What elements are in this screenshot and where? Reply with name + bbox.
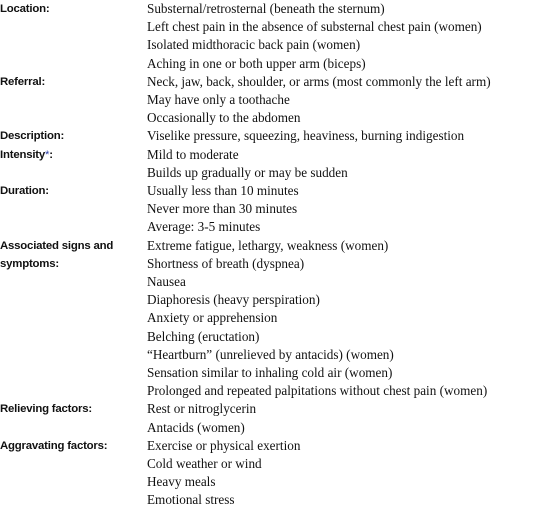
list-item: Occasionally to the abdomen: [147, 110, 301, 126]
list-item: Aching in one or both upper arm (biceps): [147, 55, 366, 71]
list-item: May have only a toothache: [147, 92, 290, 108]
list-item: Never more than 30 minutes: [147, 201, 298, 217]
section-values: [147, 437, 549, 510]
section-label-text: Location:: [0, 3, 50, 15]
list-item: Emotional stress: [147, 492, 235, 508]
section-values: [147, 0, 549, 73]
section-row: [0, 146, 549, 182]
list-item: Antacids (women): [147, 419, 245, 435]
list-item: Mild to moderate: [147, 146, 239, 162]
section-label-text: Duration:: [0, 185, 49, 198]
list-item: Usually less than 10 minutes: [147, 183, 299, 199]
section-label: [0, 0, 147, 18]
list-item: Prolonged and repeated palpitations without chest pain (women): [147, 383, 488, 399]
list-item: Rest or nitroglycerin: [147, 401, 257, 417]
list-item: Heavy meals: [147, 474, 216, 490]
list-item: Diaphoresis (heavy perspiration): [147, 292, 320, 308]
section-values: [147, 73, 549, 128]
section-row: [0, 437, 549, 510]
list-item: Shortness of breath (dyspnea): [147, 255, 305, 271]
section-label-text: Relieving factors:: [0, 403, 92, 416]
section-label-text: Intensity: [0, 148, 46, 161]
list-item: Viselike pressure, squeezing, heaviness, burning indigestion: [147, 128, 465, 144]
section-label: [0, 400, 147, 418]
list-item: Substernal/retrosternal (beneath the sternum): [147, 1, 385, 16]
list-item: Belching (eructation): [147, 328, 260, 344]
list-item: Exercise or physical exertion: [147, 437, 301, 453]
section-row: [0, 127, 549, 145]
section-label: [0, 237, 147, 273]
section-row: [0, 0, 549, 73]
section-row: [0, 73, 549, 128]
section-label-text: Associated signs and symptoms:: [0, 239, 114, 270]
section-label: [0, 182, 147, 200]
list-item: “Heartburn” (unrelieved by antacids) (women): [147, 346, 394, 362]
section-values: [147, 182, 549, 237]
section-row: [0, 400, 549, 436]
list-item: Isolated midthoracic back pain (women): [147, 37, 361, 53]
list-item: Left chest pain in the absence of substernal chest pain (women): [147, 19, 482, 35]
list-item: Extreme fatigue, lethargy, weakness (women): [147, 237, 389, 253]
list-item: Anxiety or apprehension: [147, 310, 278, 326]
section-row: [0, 237, 549, 401]
list-item: Nausea: [147, 274, 186, 290]
section-values: [147, 237, 549, 401]
section-label-suffix: :: [49, 148, 53, 161]
section-values: [147, 400, 549, 436]
section-label-text: Aggravating factors:: [0, 439, 108, 452]
list-item: Neck, jaw, back, shoulder, or arms (most commonly the left arm): [147, 73, 491, 89]
section-label: [0, 437, 147, 455]
section-label: [0, 146, 147, 164]
section-row: [0, 182, 549, 237]
section-values: [147, 146, 549, 182]
list-item: Cold weather or wind: [147, 456, 262, 472]
list-item: Average: 3-5 minutes: [147, 219, 261, 235]
section-label-text: Description:: [0, 130, 65, 143]
section-values: [147, 127, 549, 145]
list-item: Sensation similar to inhaling cold air (women): [147, 365, 393, 381]
section-label: [0, 73, 147, 91]
list-item: Builds up gradually or may be sudden: [147, 164, 348, 180]
section-label: [0, 127, 147, 145]
footnote-marker[interactable]: *: [45, 148, 50, 161]
section-label-text: Referral:: [0, 75, 46, 88]
